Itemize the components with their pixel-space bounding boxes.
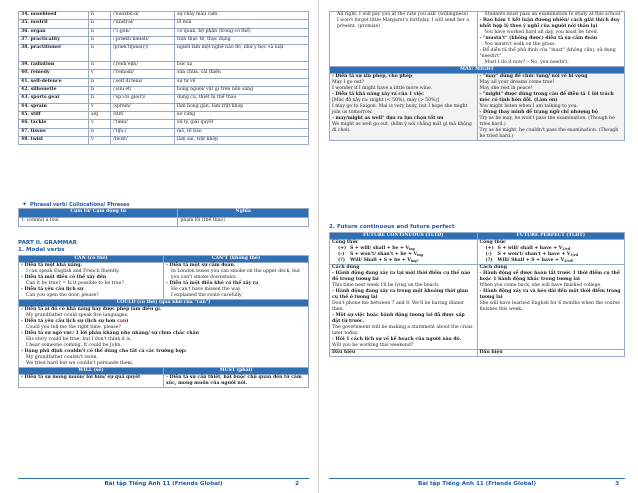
- could-header: COULD (có thể) (quá khứ của "can"): [19, 300, 309, 307]
- vocab-meaning: sự chảy máu cam: [175, 12, 309, 20]
- page-footer-left: [18, 478, 309, 489]
- can-line: - Diễn tả yêu cầu lịch sự: [21, 287, 84, 292]
- formula-subscript: ing: [409, 247, 415, 251]
- cant-line: - Diễn tả một điều khó có thể xảy ra: [166, 281, 259, 286]
- cant-content: [164, 263, 309, 300]
- collo-header-meaning: Nghĩa: [178, 209, 309, 218]
- usage-line: - Một sự việc hoặc hành động tương lai đã được sắp đặt từ trước.: [332, 313, 465, 324]
- table-row: [19, 78, 309, 86]
- usage-example: When you come back, she will have finished college.: [479, 283, 602, 288]
- could-line-part: ): [126, 319, 129, 324]
- vocab-ipa: /stɪf/: [111, 111, 175, 119]
- formula-subscript: 3/ed?: [564, 259, 574, 263]
- formula-subscript: ing?: [410, 259, 419, 263]
- must-line: - "mustn't" (không được) diễn tả sự cấm đoán: [479, 36, 598, 41]
- vocab-meaning: sửa chữa, cải thiện: [175, 70, 309, 78]
- fc-header: FUTURE CONTINUOUS (TLTD): [330, 233, 478, 240]
- cant-example: In London buses you can smoke on the upper deck, but you can't smoke downstairs.: [171, 269, 300, 280]
- table-row: [19, 87, 309, 95]
- vocab-meaning: cơ quan, bộ phận (trong cơ thể): [175, 28, 309, 36]
- vocab-ipa: /ˌreɪdiˈeɪʃn/: [111, 62, 175, 70]
- vocab-word: 47. tissue: [19, 128, 89, 136]
- could-example: We tried hard but we couldn't persuade them.: [26, 361, 134, 366]
- will-examples: [330, 12, 478, 67]
- formula-sign: (-): [485, 252, 492, 257]
- fp-signal-label: Dấu hiệu: [477, 350, 625, 357]
- formula-subscript: 3/ed: [562, 247, 570, 251]
- vocab-meaning: làm sai, trật khớp: [175, 136, 309, 144]
- cant-header: CAN'T (không thể): [164, 256, 309, 263]
- phrasal-heading: [22, 201, 130, 208]
- vocab-pos: n: [89, 28, 111, 36]
- vocab-ipa: /ˈɔːɡən/: [111, 28, 175, 36]
- vocab-ipa: /ˌsɪluˈet/: [111, 87, 175, 95]
- could-line-highlight: can: [117, 319, 127, 324]
- vocab-meaning: lỗ mũi: [175, 20, 309, 28]
- may-line: - "might" được dùng trong câu để diễn tả 1 lời trách móc có tính hờn dỗi. (Làm ơn): [479, 92, 614, 103]
- formula-text: S + won't/ shan't + be + V: [350, 252, 418, 257]
- vocab-meaning: dụng cụ, thiết bị thể thao: [175, 95, 309, 103]
- table-row: [19, 120, 309, 128]
- vocab-ipa: /ˈremədi/: [111, 70, 175, 78]
- vocab-word: 45. stiff: [19, 111, 89, 119]
- vocab-word: 34. nosebleed: [19, 12, 89, 20]
- formula-text: S + won't/ shan't + have + V: [497, 252, 571, 257]
- vocab-pos: adj: [89, 111, 111, 119]
- vocab-ipa: /ˈtɪʃuː/: [111, 128, 175, 136]
- may-example: May all your dreams come true!: [479, 80, 555, 85]
- page-right: [319, 0, 638, 493]
- footer-text: Bài tập Tiếng Anh 11 (Friends Global): [104, 481, 223, 487]
- vocab-ipa: /ˈnəʊzbliːd/: [111, 12, 175, 20]
- cant-example: I explained the route carefully: [171, 293, 242, 298]
- could-example: My grandfather could speak five languages.: [26, 313, 129, 318]
- table-row: [19, 103, 309, 111]
- may-line: - Dùng thay mình để trạng ngữ chỉ nhượng bộ: [479, 110, 598, 115]
- usage-label: Cách dùng: [332, 265, 360, 270]
- modal-verbs-table: [18, 255, 309, 388]
- formula-row: [480, 258, 623, 264]
- grammar-title: PART II. GRAMMAR: [18, 240, 77, 246]
- could-line: - Dạng phủ định couldn't có thể dùng cho tất cả các trường hợp:: [21, 349, 187, 354]
- vocab-word: 46. tackle: [19, 120, 89, 128]
- fc-usage-cell: [330, 265, 478, 350]
- vocab-word: 38. practitioner: [19, 45, 89, 62]
- page-number: 2: [295, 481, 299, 487]
- cant-line: - Diễn tả một sự cấm đoán.: [166, 263, 236, 268]
- formula-sign: (-): [338, 252, 345, 257]
- usage-example: Will you be working this weekend?: [332, 343, 414, 348]
- may-example: You might listen when I am talking to you.: [479, 104, 579, 109]
- vocab-pos: v: [89, 103, 111, 111]
- table-row: [19, 70, 309, 78]
- vocab-ipa: /ˈnɒstrəl/: [111, 20, 175, 28]
- can-line: - Diễn tả một khả năng.: [21, 263, 83, 268]
- vocab-ipa: /ˌpræktɪˈkæləti/: [111, 36, 175, 44]
- page-footer-right: [329, 478, 625, 489]
- vocab-word: 36. organ: [19, 28, 89, 36]
- table-row: [19, 20, 309, 28]
- formula-label: Công thức: [479, 240, 506, 245]
- must-example: Must I do it now? – No, you needn't.: [484, 60, 569, 65]
- fc-formula-cell: [330, 240, 478, 265]
- vocab-pos: n: [89, 87, 111, 95]
- can-line: - Diễn tả một điều có thể xảy đến: [21, 275, 107, 280]
- may-example: [Mức độ xảy ra: might (< 50%), may (> 50%)]: [332, 98, 440, 103]
- vocab-word: 44. sprain: [19, 103, 89, 111]
- vocab-word: 48. twist: [19, 136, 89, 144]
- usage-example: This time next week I'll be lying on the beach.: [332, 283, 440, 288]
- will-content: - Diễn tả sự mong muốn/ lời hứa/ sự quả quyết: [19, 375, 164, 388]
- table-row: [19, 45, 309, 62]
- must-example: You mustn't walk on the grass.: [484, 42, 556, 47]
- collocations-table: [18, 208, 309, 227]
- vocab-pos: n: [89, 20, 111, 28]
- may-example: Try as he may, he won't pass the examination. (Though he tries hard.): [479, 116, 615, 127]
- vocab-ipa: /ˌself dɪˈfens/: [111, 78, 175, 86]
- collo-header-phrase: Cụm từ/ Cụm động từ: [19, 209, 178, 218]
- can-example: Can you open the door, please?: [26, 293, 99, 298]
- formula-sign: (?): [485, 258, 493, 263]
- will-example: I won't forget little Margaret's birthday. I will send her a present. (promise): [337, 18, 470, 29]
- vocab-pos: n: [89, 95, 111, 103]
- could-example: I hear someone coming. It could be John.: [26, 343, 122, 348]
- vocab-word: 41. self-defence: [19, 78, 89, 86]
- vocab-word: 43. sports gear: [19, 95, 89, 103]
- could-line-part: - Diễn tả yêu cầu lịch sự (lịch sự hơn: [21, 319, 118, 324]
- table-row: [19, 28, 309, 36]
- vocab-meaning: làm bong gân, làm trật khớp: [175, 103, 309, 111]
- table-row: [19, 95, 309, 103]
- formula-text: S + will/ shall + be + V: [350, 246, 410, 251]
- vocab-meaning: mô, tế bào: [175, 128, 309, 136]
- vocab-word: 40. remedy: [19, 70, 89, 78]
- vocab-pos: n: [89, 45, 111, 62]
- star-bullet-icon: ✦: [22, 201, 28, 208]
- may-line: - Diễn tả sự xin phép, cho phép: [332, 74, 413, 79]
- table-row: [19, 128, 309, 136]
- table-row: [19, 136, 309, 144]
- usage-line: - Hành động sẽ được hoàn tất trước 1 thời điểm cụ thể hoặc 1 hành động khác trong tương lai: [479, 271, 620, 282]
- fp-usage-cell: [477, 265, 625, 350]
- table-row: [19, 218, 309, 227]
- usage-example: Don't phone me between 7 and 8. We'll be having dinner then.: [332, 301, 465, 312]
- formula-text: Will/ Shall + S + have + V: [497, 258, 565, 263]
- may-might-header: MAY/ MIGHT: [330, 67, 625, 74]
- vocab-word: 35. nostril: [19, 20, 89, 28]
- can-example: I can speak English and French fluently.: [26, 269, 120, 274]
- vocab-pos: n: [89, 78, 111, 86]
- may-line: - Diễn tả khả năng xảy ra của 1 việc: [332, 92, 424, 97]
- will-example: All right, I will pay you at the rate you ask. (willingness): [337, 12, 468, 17]
- vocab-ipa: /ˈtækl/: [111, 120, 175, 128]
- must-examples: [477, 12, 625, 67]
- may-left-content: [330, 74, 478, 141]
- vocab-meaning: bức xạ: [175, 62, 309, 70]
- cant-example: He can't have missed the way.: [171, 287, 242, 292]
- could-content: [19, 307, 309, 368]
- phrasal-heading-text: Phrasal verb/ Collocations/ Phrases: [30, 201, 130, 208]
- future-tenses-table: [329, 232, 625, 357]
- may-example: Try as he might, he couldn't pass the examination. (Though he tried hard.): [479, 128, 619, 139]
- may-line: - may/might as well" dựa ra lựa chọn tốt ưu: [332, 116, 444, 121]
- vocab-meaning: tính thực tế, thực dụng: [175, 36, 309, 44]
- fc-signal-label: Dấu hiệu: [330, 350, 478, 357]
- collo-phrase: 1. commit a foul: [19, 218, 178, 227]
- could-example: Could you tell me the right time, please?: [26, 325, 121, 330]
- may-example: May I go out?: [332, 80, 364, 85]
- could-example: His story could be true, but I don't think it is.: [26, 337, 132, 342]
- could-line: - Diễn tả sự ngờ vực/ 1 lời phản kháng nhẹ nhàng/ sự chưa chắc chắn: [21, 331, 199, 336]
- vocab-meaning: bóng người/ vật gì trên nền sáng: [175, 87, 309, 95]
- may-example: I may go to Saigon. Mai is very busy, but I hope she might join us tomorrow.: [332, 104, 468, 115]
- vocab-meaning: xử lý, giải quyết: [175, 120, 309, 128]
- must-example: Students must pass an examination to study at this school.: [484, 12, 622, 17]
- vocab-pos: v: [89, 70, 111, 78]
- vocab-pos: n: [89, 36, 111, 44]
- vocab-ipa: /prækˈtɪʃənə(r)/: [111, 45, 175, 62]
- vocab-word: 39. radiation: [19, 62, 89, 70]
- may-example: We might as well go out. (hầm ý nói chẳng mất gì mà không đi chơi).: [332, 122, 472, 133]
- vocab-pos: v: [89, 120, 111, 128]
- modal-verbs-table-continued: [329, 11, 625, 141]
- must-line: - Để diễn tả thể phủ định của "must" (không cần), sử dụng "needn't": [479, 48, 616, 59]
- may-right-content: [477, 74, 625, 141]
- vocab-pos: n: [89, 128, 111, 136]
- tense-title: 2. Future continuous and future perfect: [329, 224, 455, 230]
- vocab-meaning: xơ cứng: [175, 111, 309, 119]
- formula-sign: (+): [338, 246, 347, 251]
- footer-text: Bài tập Tiếng Anh 11 (Friends Global): [417, 481, 537, 487]
- table-row: [19, 12, 309, 20]
- must-line: - Bao hàm 1 kết luận đương nhiên/ cách giải thích duy nhất hợp lý theo ý nghĩ của người nói thân lại: [479, 18, 620, 29]
- can-header: CAN (có thể): [19, 256, 164, 263]
- must-header: MUST (phải): [164, 368, 309, 375]
- vocab-pos: n: [89, 62, 111, 70]
- usage-label: Cách dùng: [479, 265, 507, 270]
- vocab-ipa: /ˈspɔːts ɡɪə(r)/: [111, 95, 175, 103]
- usage-example: The government will be making a statement about the crisis later today.: [332, 325, 473, 336]
- usage-line: - Hành động đang xảy ra tại một thời điểm cụ thể nào đó trong tương lai: [332, 271, 471, 282]
- vocab-ipa: /spreɪn/: [111, 103, 175, 111]
- formula-subscript: 3/ed: [570, 253, 579, 257]
- vocab-meaning: người làm một nghề nào đó, như y học và luật: [175, 45, 309, 62]
- fp-formula-cell: [477, 240, 625, 265]
- usage-line: - Hành động xảy ra và kéo dài đến một thời điểm trong tương lai: [479, 289, 621, 300]
- vocab-pos: v: [89, 136, 111, 144]
- may-example: I wonder if I might have a little more wine.: [332, 86, 433, 91]
- vocab-word: 42. silhouette: [19, 87, 89, 95]
- page-number: 3: [615, 481, 619, 487]
- may-example: May she rest in peace!: [479, 86, 533, 91]
- vocab-table: [18, 11, 309, 145]
- collo-meaning: phạm lỗi (thể thao): [178, 218, 309, 227]
- formula-label: Công thức: [332, 240, 359, 245]
- may-line: - "may" dùng để chúc tụng/ nói về hi vọng: [479, 74, 588, 79]
- must-content: - Diễn tả sự cần thiết, bắt buộc chủ quan đến từ cảm xúc, mong muốn của người nói.: [164, 375, 309, 388]
- will-header: WILL (sẽ): [19, 368, 164, 375]
- formula-text: S + will/ shall + have + V: [497, 246, 563, 251]
- vocab-ipa: /twɪst/: [111, 136, 175, 144]
- table-row: [19, 62, 309, 70]
- formula-sign: (?): [338, 258, 346, 263]
- table-row: [19, 36, 309, 44]
- fp-header: FUTURE PERFECT (TLHT): [477, 233, 625, 240]
- can-example: Can it be true? = Is it possible to be true?: [26, 281, 124, 286]
- usage-line: - Hành động đang xảy ra trong một khoảng thời gian cụ thể ở tương lai: [332, 289, 469, 300]
- usage-line: - Hỏi 1 cách lịch sự về kế hoạch của người nào đó.: [332, 337, 462, 342]
- table-row: [19, 111, 309, 119]
- formula-text: Will/ Shall + S + be + V: [350, 258, 411, 263]
- could-line: - Diễn tả ai đó có khả năng hay được phép làm điều gì.: [21, 307, 162, 312]
- can-content: [19, 263, 164, 300]
- formula-row: [332, 258, 475, 264]
- formula-subscript: ing: [417, 253, 423, 257]
- formula-sign: (+): [485, 246, 494, 251]
- vocab-word: 37. practicality: [19, 36, 89, 44]
- vocab-meaning: sự tự vệ: [175, 78, 309, 86]
- usage-example: She will have learned English for 6 months when the course finishes this week.: [479, 301, 621, 312]
- vocab-pos: n: [89, 12, 111, 20]
- could-example: My grandfather couldn't swim.: [26, 355, 98, 360]
- must-example: You have worked hard all day, you must be tired.: [484, 30, 599, 35]
- modal-title: 1. Modal verbs: [18, 247, 65, 253]
